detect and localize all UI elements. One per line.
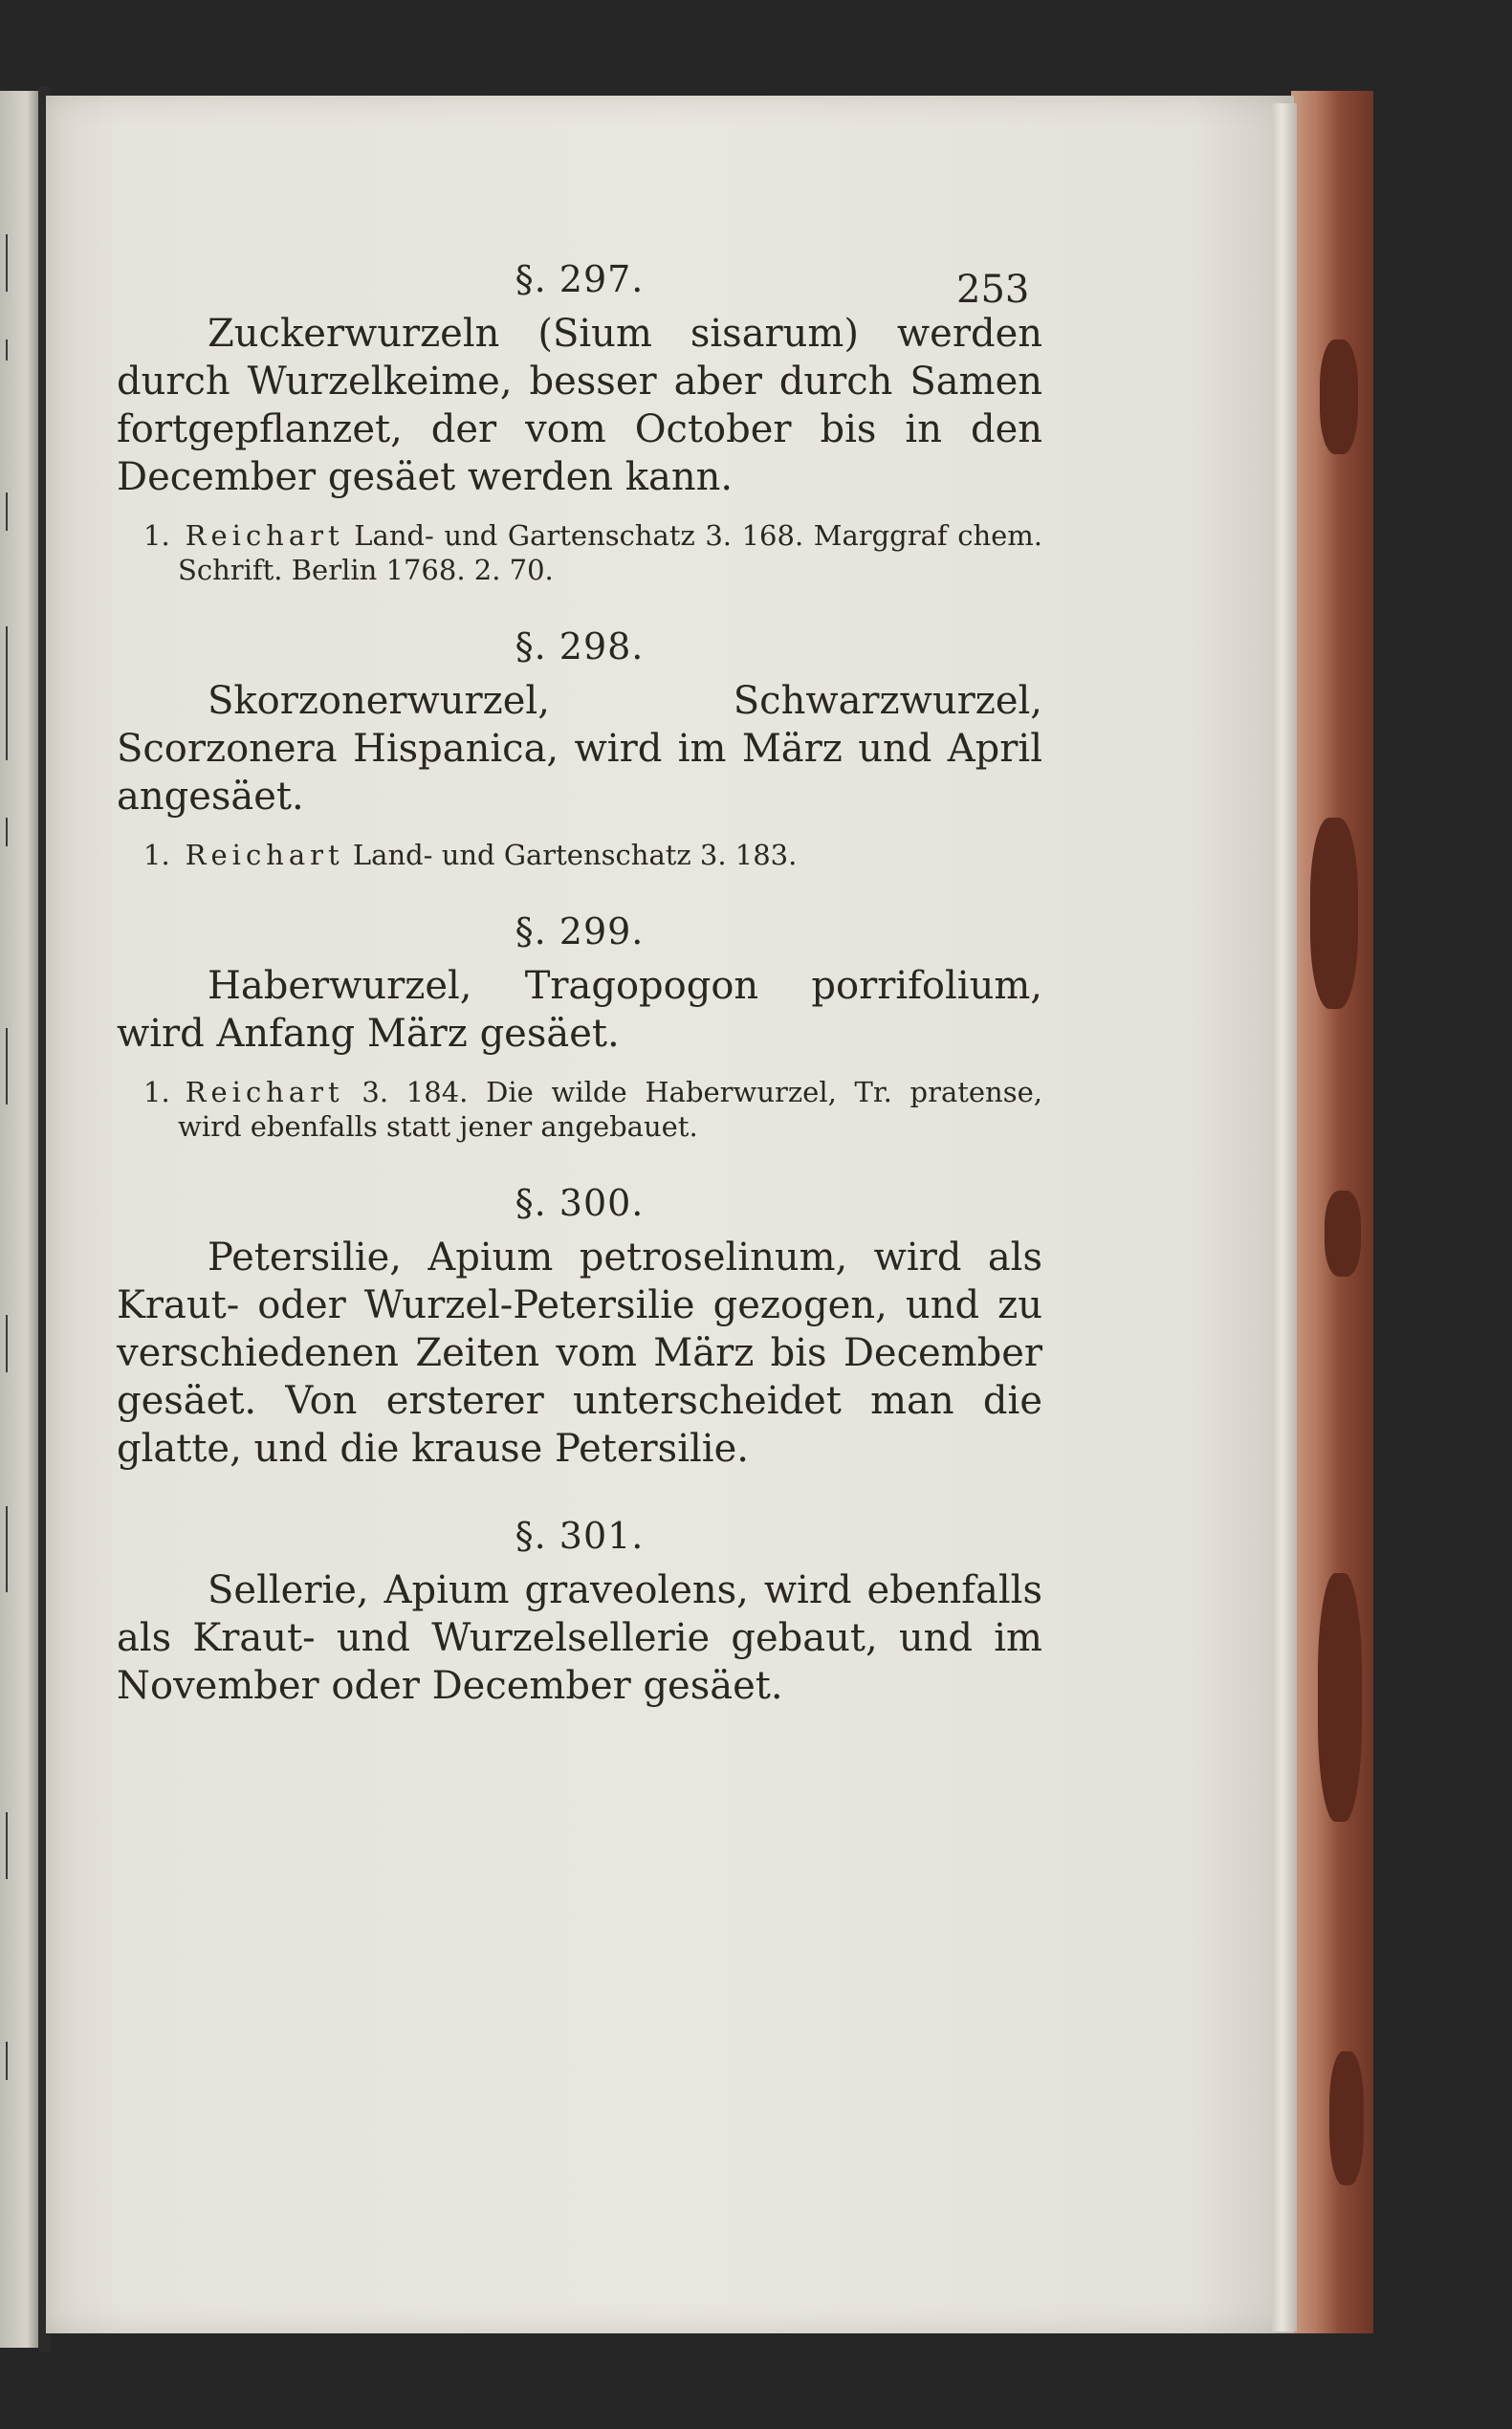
section-299 (117, 910, 1042, 1144)
section-heading: §. 298. (515, 625, 645, 667)
section-paragraph: Skorzonerwurzel, Schwarzwurzel, Scorzonera Hispanica, wird im März und April angesäet. (117, 679, 1042, 819)
section-paragraph: Haberwurzel, Tragopogon porrifolium, wird Anfang März gesäet. (117, 964, 1042, 1056)
page-text (117, 258, 1042, 1710)
section-heading: §. 297. (515, 258, 645, 300)
section-300 (117, 1182, 1042, 1473)
footnote-text: Land- und Gartenschatz 3. 168. Marggraf chem. Schrift. Berlin 1768. 2. 70. (178, 519, 1042, 586)
book-cover-edge (1291, 91, 1373, 2333)
page-number: 253 (956, 268, 1030, 312)
footnote-reference (143, 518, 1042, 587)
footnote-number: 1. (143, 1076, 170, 1108)
section-heading: §. 299. (515, 910, 645, 952)
section-paragraph: Sellerie, Apium graveolens, wird ebenfalls als Kraut- und Wurzelsellerie gebaut, und im November oder December gesäet. (117, 1568, 1042, 1708)
section-heading: §. 300. (515, 1182, 645, 1224)
section-298 (117, 625, 1042, 872)
left-page-edge (0, 91, 38, 2348)
section-paragraph: Zuckerwurzeln (Sium sisarum) werden durch Wurzelkeime, besser aber durch Samen fortgepflanzet, der vom October bis in den December gesäet werden kann. (117, 312, 1042, 499)
footnote-author: Reichart (185, 519, 344, 552)
section-301 (117, 1515, 1042, 1710)
footnote-author: Reichart (185, 1076, 344, 1108)
footnote-reference (143, 838, 1042, 872)
footnote-text: Land- und Gartenschatz 3. 183. (352, 839, 798, 871)
footnote-reference (143, 1075, 1042, 1144)
section-heading: §. 301. (515, 1515, 645, 1557)
footnote-number: 1. (143, 839, 170, 871)
section-297 (117, 258, 1042, 587)
page-stack-edge (1272, 103, 1297, 2331)
footnote-text: 3. 184. Die wilde Haberwurzel, Tr. pratense, wird ebenfalls statt jener angebauet. (178, 1076, 1042, 1143)
footnote-author: Reichart (185, 839, 344, 871)
footnote-number: 1. (143, 519, 170, 552)
section-paragraph: Petersilie, Apium petroselinum, wird als Kraut- oder Wurzel-Petersilie gezogen, und zu verschiedenen Zeiten vom März bis December gesäet. Von ersterer unterscheidet man die glatte, und die krause Petersilie. (117, 1236, 1042, 1471)
